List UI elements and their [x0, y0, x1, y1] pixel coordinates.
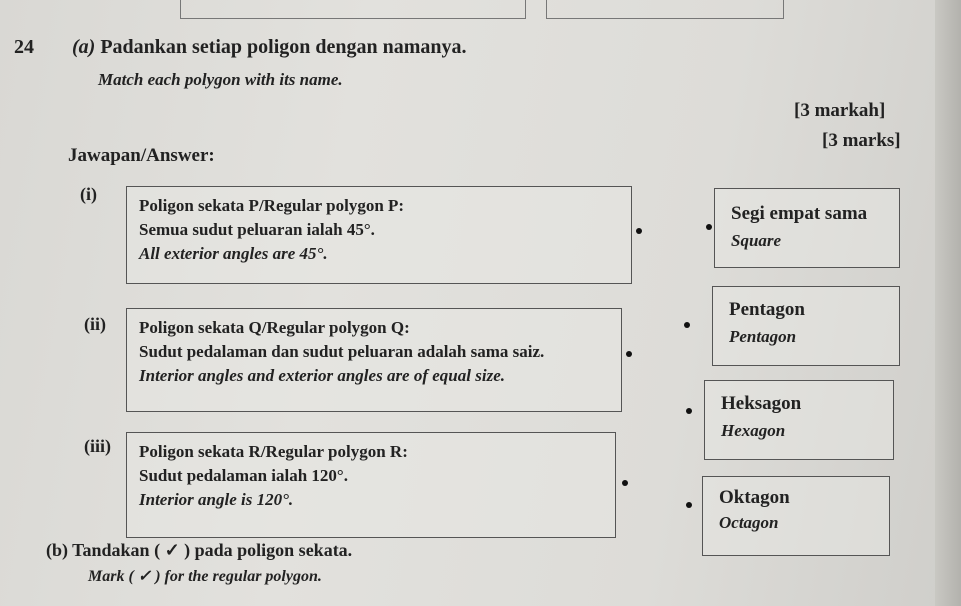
statement-box-ii [126, 308, 622, 412]
name-hexagon-my: Heksagon [721, 393, 802, 414]
statement-box-iii [126, 432, 616, 538]
statement-dot-i[interactable] [636, 228, 642, 234]
statement-i-line3: All exterior angles are 45°. [139, 244, 328, 263]
name-box-octagon [702, 476, 890, 556]
top-box-edge-left [180, 0, 526, 19]
statement-iii-line2: Sudut pedalaman ialah 120°. [139, 466, 348, 485]
name-box-pentagon [712, 286, 900, 366]
marks-en: [3 marks] [822, 130, 901, 151]
part-a-label: (a) [72, 36, 96, 58]
question-number: 24 [14, 36, 34, 58]
name-octagon-my: Oktagon [719, 487, 790, 508]
statement-i-line1: Poligon sekata P/Regular polygon P: [139, 196, 405, 215]
statement-ii-line1: Poligon sekata Q/Regular polygon Q: [139, 318, 410, 337]
name-dot-pentagon[interactable] [684, 322, 690, 328]
name-dot-hexagon[interactable] [686, 408, 692, 414]
instruction-my: Padankan setiap poligon dengan namanya. [100, 36, 467, 58]
statement-label-ii: (ii) [84, 314, 106, 334]
top-box-edge-right [546, 0, 784, 19]
part-b-instruction-en: Mark ( ✓ ) for the regular polygon. [88, 568, 322, 585]
instruction-en: Match each polygon with its name. [98, 70, 343, 89]
page-edge [935, 0, 961, 606]
answer-label: Jawapan/Answer: [68, 145, 215, 166]
name-dot-square[interactable] [706, 224, 712, 230]
name-box-hexagon [704, 380, 894, 460]
marks-my: [3 markah] [794, 100, 886, 121]
name-hexagon-en: Hexagon [721, 421, 786, 440]
name-box-square [714, 188, 900, 268]
statement-label-iii: (iii) [84, 436, 111, 456]
part-b-instruction-my: (b) Tandakan ( ✓ ) pada poligon sekata. [46, 540, 353, 560]
statement-ii-line3: Interior angles and exterior angles are of equal size. [139, 366, 505, 385]
question-instruction-my [72, 36, 467, 59]
name-dot-octagon[interactable] [686, 502, 692, 508]
statement-iii-line1: Poligon sekata R/Regular polygon R: [139, 442, 408, 461]
statement-ii-line2: Sudut pedalaman dan sudut peluaran adalah sama saiz. [139, 342, 545, 361]
statement-label-i: (i) [80, 184, 97, 204]
name-octagon-en: Octagon [719, 513, 779, 532]
statement-box-i [126, 186, 632, 284]
name-square-my: Segi empat sama [731, 203, 868, 224]
name-square-en: Square [731, 231, 782, 250]
statement-iii-line3: Interior angle is 120°. [139, 490, 294, 509]
statement-dot-ii[interactable] [626, 351, 632, 357]
statement-dot-iii[interactable] [622, 480, 628, 486]
name-pentagon-en: Pentagon [729, 327, 797, 346]
statement-i-line2: Semua sudut peluaran ialah 45°. [139, 220, 375, 239]
name-pentagon-my: Pentagon [729, 299, 805, 320]
